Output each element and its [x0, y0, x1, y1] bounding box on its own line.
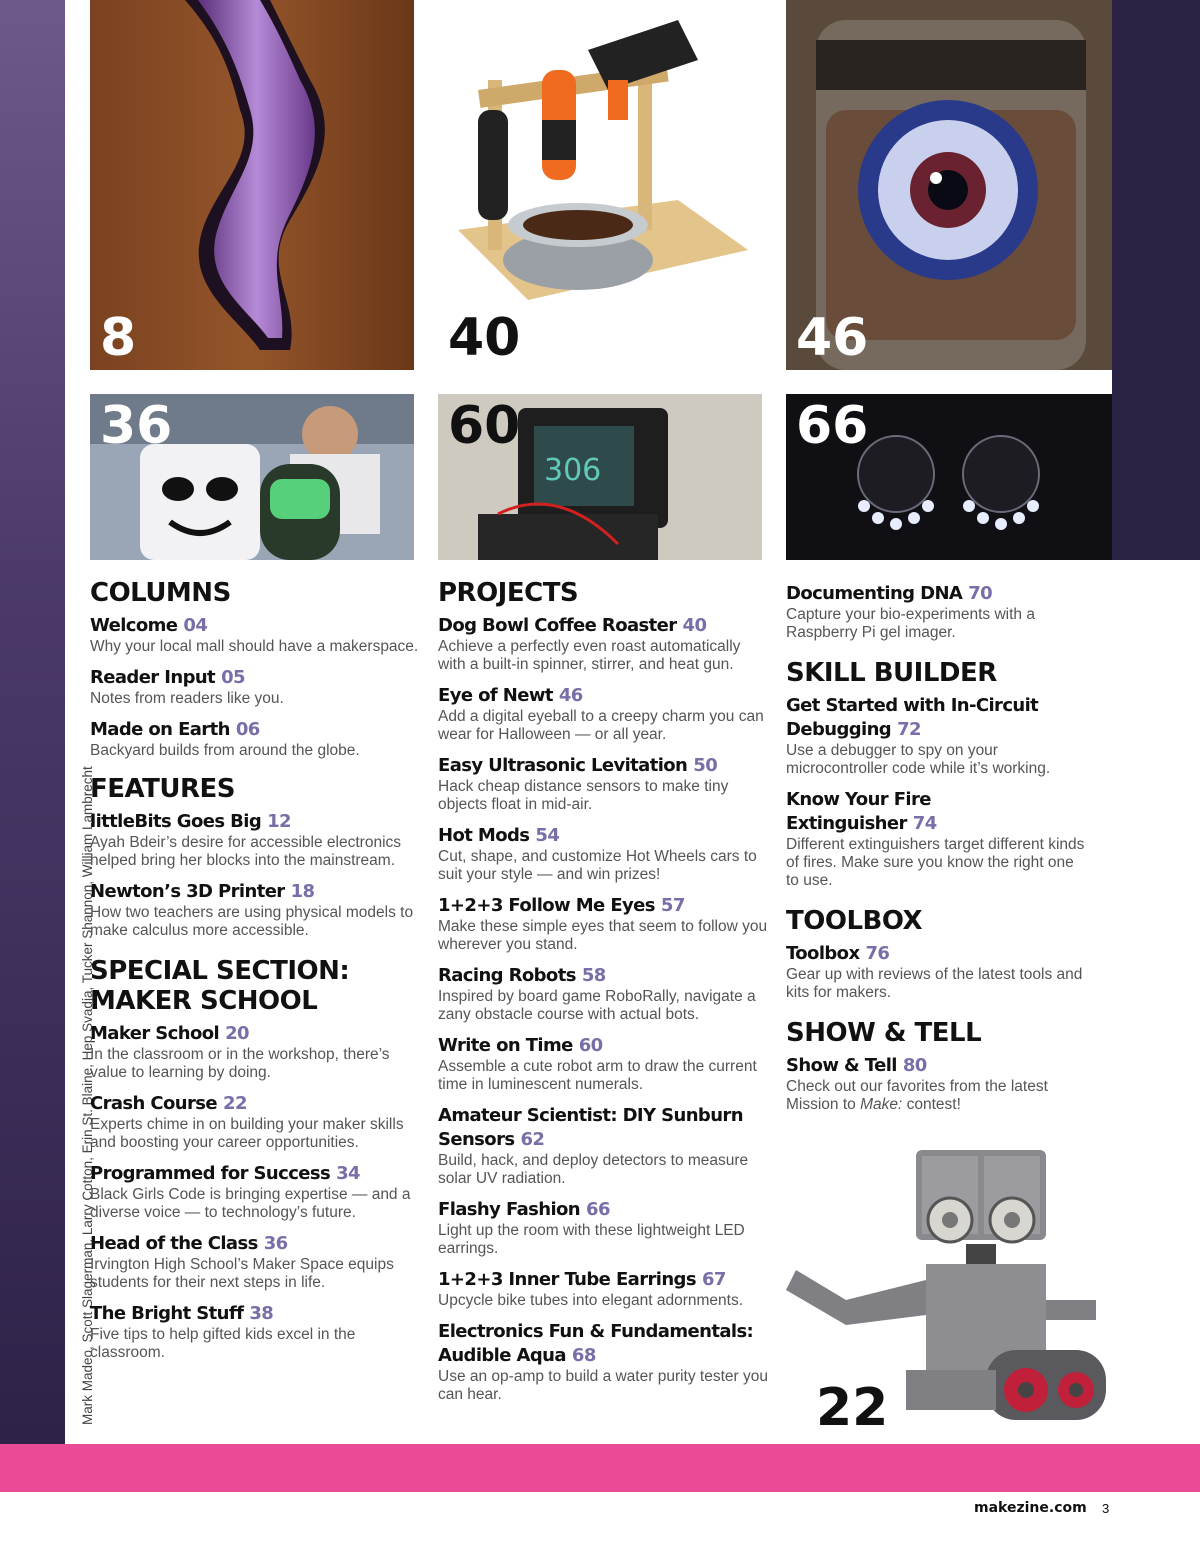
- toc-entry[interactable]: [90, 1092, 420, 1152]
- entry-desc: Assemble a cute robot arm to draw the current time in luminescent numerals.: [438, 1058, 757, 1093]
- toc-entry[interactable]: [438, 894, 768, 954]
- toc-entry[interactable]: [90, 1022, 420, 1082]
- entry-page: 38: [249, 1303, 274, 1324]
- entry-desc: Experts chime in on building your maker skills and boosting your career opportunities.: [90, 1116, 404, 1151]
- entry-desc: Notes from readers like you.: [90, 690, 284, 707]
- entry-desc: Gear up with reviews of the latest tools and kits for makers.: [786, 966, 1083, 1001]
- photo-led-earrings: [786, 394, 1112, 560]
- entry-desc: Five tips to help gifted kids excel in the classroom.: [90, 1326, 356, 1361]
- entry-page: 54: [535, 825, 560, 846]
- photo-number: 60: [448, 396, 521, 456]
- entry-page: 74: [912, 813, 937, 834]
- entry-desc: Backyard builds from around the globe.: [90, 742, 360, 759]
- entry-page: 62: [520, 1129, 545, 1150]
- toc-column-middle: [438, 578, 768, 1414]
- entry-desc: Add a digital eyeball to a creepy charm you can wear for Halloween — or all year.: [438, 708, 764, 743]
- entry-title: Programmed for Success: [90, 1163, 331, 1184]
- photo-number: 66: [796, 396, 869, 456]
- entry-title: littleBits Goes Big: [90, 811, 262, 832]
- entry-title: 1+2+3 Inner Tube Earrings: [438, 1269, 696, 1290]
- toc-entry[interactable]: [438, 1104, 768, 1188]
- entry-desc: Check out our favorites from the latest Mission to Make: contest!: [786, 1078, 1048, 1113]
- toc-column-right: [786, 582, 1086, 1124]
- toc-entry[interactable]: [786, 694, 1086, 778]
- photo-led-helmets: [90, 394, 414, 560]
- footer-site[interactable]: makezine.com: [974, 1500, 1087, 1516]
- entry-page: 72: [897, 719, 921, 740]
- toc-column-left: [90, 578, 420, 1372]
- toc-entry[interactable]: [90, 666, 420, 708]
- entry-desc: In the classroom or in the workshop, there’s value to learning by doing.: [90, 1046, 390, 1081]
- entry-title: Amateur Scientist: DIY Sunburn Sensors: [438, 1105, 743, 1150]
- section-heading-columns: COLUMNS: [90, 578, 231, 608]
- section-heading-projects: PROJECTS: [438, 578, 579, 608]
- entry-page: 06: [235, 719, 260, 740]
- photo-coffee-roaster: [438, 0, 762, 370]
- section-heading-special: SPECIAL SECTION: MAKER SCHOOL: [90, 956, 350, 1016]
- entry-title: Electronics Fun & Fundamentals: Audible Aqua: [438, 1321, 754, 1366]
- toc-entry[interactable]: [90, 1302, 420, 1362]
- entry-page: 46: [558, 685, 583, 706]
- entry-title: Eye of Newt: [438, 685, 553, 706]
- entry-title: Reader Input: [90, 667, 216, 688]
- entry-page: 70: [968, 583, 993, 604]
- entry-desc: Black Girls Code is bringing expertise — and a diverse voice — to technology’s future.: [90, 1186, 411, 1221]
- entry-page: 76: [865, 943, 890, 964]
- toc-entry[interactable]: [438, 1320, 768, 1404]
- entry-desc: Cut, shape, and customize Hot Wheels cars to suit your style — and win prizes!: [438, 848, 757, 883]
- toc-entry[interactable]: [438, 824, 768, 884]
- entry-title: Maker School: [90, 1023, 220, 1044]
- entry-title: Easy Ultrasonic Levitation: [438, 755, 688, 776]
- toc-entry[interactable]: [438, 1198, 768, 1258]
- entry-title: Hot Mods: [438, 825, 530, 846]
- entry-desc: Use a debugger to spy on your microcontroller code while it’s working.: [786, 742, 1051, 777]
- entry-page: 22: [223, 1093, 247, 1114]
- entry-page: 57: [660, 895, 685, 916]
- entry-desc: Capture your bio-experiments with a Raspberry Pi gel imager.: [786, 606, 1035, 641]
- entry-title: Newton’s 3D Printer: [90, 881, 285, 902]
- entry-title: Flashy Fashion: [438, 1199, 581, 1220]
- entry-desc: Irvington High School’s Maker Space equips students for their next steps in life.: [90, 1256, 394, 1291]
- footer-page-number: 3: [1102, 1501, 1110, 1516]
- toc-entry[interactable]: [90, 1232, 420, 1292]
- entry-title: Crash Course: [90, 1093, 218, 1114]
- svg-text:306: 306: [544, 453, 602, 488]
- toc-entry[interactable]: [786, 1054, 1086, 1114]
- entry-title: Write on Time: [438, 1035, 573, 1056]
- entry-title: Dog Bowl Coffee Roaster: [438, 615, 677, 636]
- right-color-bar: [1112, 0, 1200, 560]
- entry-desc: Use an op-amp to build a water purity tester you can hear.: [438, 1368, 768, 1403]
- entry-page: 58: [581, 965, 606, 986]
- photo-number: 22: [816, 1378, 889, 1438]
- entry-page: 12: [267, 811, 291, 832]
- entry-title: Head of the Class: [90, 1233, 258, 1254]
- entry-desc: Light up the room with these lightweight LED earrings.: [438, 1222, 745, 1257]
- entry-title: The Bright Stuff: [90, 1303, 244, 1324]
- left-color-bar: [0, 0, 65, 1444]
- entry-title: Toolbox: [786, 943, 860, 964]
- entry-title: 1+2+3 Follow Me Eyes: [438, 895, 655, 916]
- toc-entry[interactable]: [438, 1268, 768, 1310]
- toc-entry[interactable]: [90, 810, 420, 870]
- resin-wood-illustration: [90, 0, 414, 370]
- entry-page: 66: [586, 1199, 610, 1220]
- entry-page: 36: [263, 1233, 288, 1254]
- photo-eye-jar: [786, 0, 1112, 370]
- entry-title: Documenting DNA: [786, 583, 963, 604]
- entry-desc: Upcycle bike tubes into elegant adornments.: [438, 1292, 744, 1309]
- photo-number: 40: [448, 308, 521, 368]
- toc-entry[interactable]: [90, 718, 420, 760]
- toc-entry[interactable]: [90, 880, 420, 940]
- entry-desc: Ayah Bdeir’s desire for accessible electronics helped bring her blocks into the mainstream.: [90, 834, 402, 869]
- entry-desc: Inspired by board game RoboRally, navigate a zany obstacle course with actual bots.: [438, 988, 756, 1023]
- section-heading-toolbox: TOOLBOX: [786, 906, 923, 936]
- entry-title: Get Started with In-Circuit Debugging: [786, 695, 1039, 740]
- toc-entry[interactable]: [786, 582, 1086, 642]
- entry-title: Racing Robots: [438, 965, 576, 986]
- photo-number: 36: [100, 396, 173, 456]
- entry-desc: Build, hack, and deploy detectors to measure solar UV radiation.: [438, 1152, 749, 1187]
- entry-title: Show & Tell: [786, 1055, 897, 1076]
- entry-desc: Achieve a perfectly even roast automatically with a built-in spinner, stirrer, and heat gun.: [438, 638, 741, 673]
- entry-desc: Make these simple eyes that seem to follow you wherever you stand.: [438, 918, 768, 953]
- toc-entry[interactable]: [438, 684, 768, 744]
- section-heading-show-and-tell: SHOW & TELL: [786, 1018, 982, 1048]
- entry-page: 68: [571, 1345, 596, 1366]
- entry-desc: Hack cheap distance sensors to make tiny objects float in mid-air.: [438, 778, 729, 813]
- toc-entry[interactable]: [438, 614, 768, 674]
- entry-page: 20: [225, 1023, 249, 1044]
- photo-resin-wood: [90, 0, 414, 370]
- entry-title: Welcome: [90, 615, 178, 636]
- toc-entry[interactable]: [786, 942, 1086, 1002]
- section-heading-features: FEATURES: [90, 774, 235, 804]
- entry-page: 60: [578, 1035, 603, 1056]
- toc-entry[interactable]: [438, 754, 768, 814]
- entry-page: 04: [183, 615, 208, 636]
- entry-desc: Why your local mall should have a makerspace.: [90, 638, 419, 655]
- entry-page: 50: [693, 755, 718, 776]
- photo-number: 46: [796, 308, 869, 368]
- toc-entry[interactable]: [438, 964, 768, 1024]
- photo-credit: Mark Madeo, Scott Slagerman, Larry Cotton, Erin St. Blaine, Hep Svadja, Tucker Shannon, William Lambrecht: [80, 766, 95, 1425]
- entry-desc: How two teachers are using physical models to make calculus more accessible.: [90, 904, 414, 939]
- photo-write-on-time: [438, 394, 762, 560]
- entry-page: 18: [290, 881, 315, 902]
- toc-entry[interactable]: [786, 788, 1086, 890]
- entry-title: Made on Earth: [90, 719, 230, 740]
- footer-pink-band: [0, 1444, 1200, 1492]
- entry-page: 05: [221, 667, 245, 688]
- photo-robot: [786, 1150, 1116, 1440]
- entry-page: 67: [701, 1269, 726, 1290]
- toc-entry[interactable]: [90, 1162, 420, 1222]
- toc-entry[interactable]: [90, 614, 420, 656]
- entry-desc: Different extinguishers target different kinds of fires. Make sure you know the right one to use.: [786, 836, 1085, 889]
- section-heading-skill-builder: SKILL BUILDER: [786, 658, 997, 688]
- entry-page: 80: [902, 1055, 927, 1076]
- toc-entry[interactable]: [438, 1034, 768, 1094]
- photo-number: 8: [100, 308, 137, 368]
- entry-title: Know Your Fire Extinguisher: [786, 789, 931, 834]
- entry-page: 34: [336, 1163, 360, 1184]
- entry-page: 40: [682, 615, 707, 636]
